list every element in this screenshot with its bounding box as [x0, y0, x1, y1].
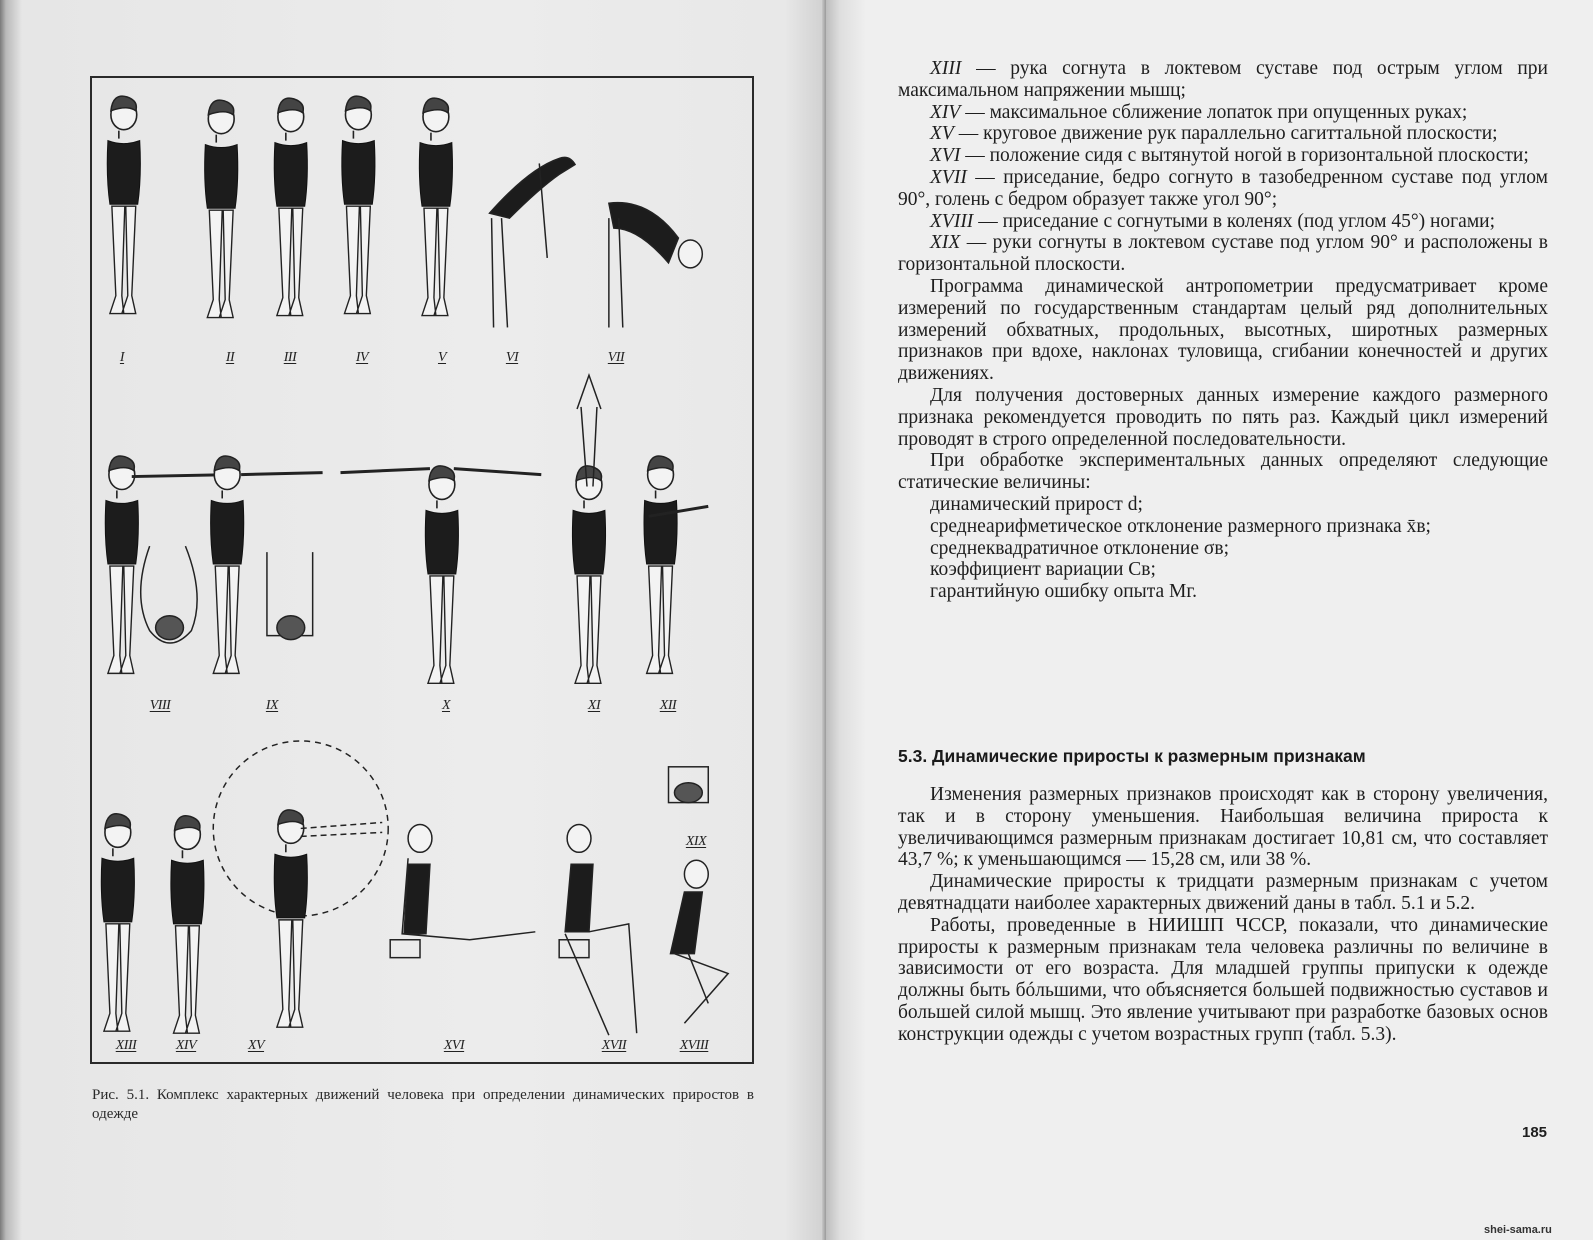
- list-item: [898, 232, 1548, 276]
- figure-numeral: XVI: [443, 1038, 465, 1053]
- paragraph: Программа динамической антропометрии предусматривает кроме измерений по государственным стандартам целый ряд дополнительных измерений обхватных, продольных, высотных, широтных размерных признаков при вдохе, наклонах туловища, сгибании конечностей и других движениях.: [898, 275, 1548, 385]
- item-text: — положение сидя с вытянутой ногой в горизонтальной плоскости;: [960, 145, 1529, 167]
- movement-figures-illustration: [92, 78, 752, 1062]
- figure-numeral: IV: [355, 350, 369, 365]
- figure-numeral: VI: [505, 350, 519, 365]
- item-text: — приседание, бедро согнуто в тазобедренном суставе под углом 90°, голень с бедром образует также угол 90°;: [898, 166, 1548, 210]
- paragraph: При обработке экспериментальных данных определяют следующие статические величины:: [898, 450, 1548, 494]
- watermark: shei-sama.ru: [1484, 1224, 1552, 1236]
- figure-numeral: VIII: [149, 698, 171, 713]
- figure-numeral: XVII: [601, 1038, 627, 1053]
- figure-numeral: X: [441, 698, 451, 713]
- figure-numeral: VII: [607, 350, 625, 365]
- figure-numeral: V: [437, 350, 447, 365]
- statistic-item: гарантийную ошибку опыта Mг.: [930, 581, 1198, 603]
- item-text: — руки согнуты в локтевом суставе под углом 90° и расположены в горизонтальной плоскости.: [898, 232, 1548, 276]
- figure-numeral: I: [119, 350, 125, 365]
- roman-numeral: XVI: [930, 145, 961, 167]
- figure-numeral: II: [225, 350, 235, 365]
- roman-numeral: XV: [930, 123, 954, 145]
- item-text: — рука согнута в локтевом суставе под острым углом при максимальном напряжении мышц;: [898, 58, 1548, 101]
- list-item: [898, 211, 1548, 233]
- figure-numeral: XIX: [685, 834, 707, 849]
- paragraph: Для получения достоверных данных измерение каждого размерного признака рекомендуется проводить по пять раз. Каждый цикл измерений проводят в строго определенной последовательности.: [898, 384, 1548, 450]
- figure-frame: [90, 76, 754, 1064]
- paragraph: Динамические приросты к тридцати размерным признакам с учетом девятнадцати наиболее характерных движений даны в табл. 5.1 и 5.2.: [898, 871, 1548, 914]
- figure-numeral: XIII: [115, 1038, 137, 1053]
- paragraph: Изменения размерных признаков происходят как в сторону увеличения, так и в сторону уменьшения. Наибольшая величина прироста к увеличивающимся размерным признакам достигает 10,81 см, что составляет 43,7 %; к уменьшающимся — 15,28 см, или 38 %.: [898, 784, 1548, 871]
- figure-numeral: III: [283, 350, 297, 365]
- roman-numeral: XIV: [930, 101, 961, 123]
- figure-numeral: XV: [247, 1038, 265, 1053]
- text-block-1: [898, 58, 1548, 603]
- list-item: [898, 167, 1548, 211]
- figure-numeral: XII: [659, 698, 677, 713]
- statistic-item: коэффициент вариации Cв;: [930, 559, 1156, 581]
- list-item: [898, 102, 1548, 124]
- item-text: — максимальное сближение лопаток при опущенных руках;: [960, 101, 1468, 123]
- roman-numeral: XVII: [930, 166, 967, 188]
- statistic-item: среднеарифметическое отклонение размерного признака x̄в;: [930, 515, 1431, 537]
- item-text: — круговое движение рук параллельно сагиттальной плоскости;: [953, 123, 1498, 145]
- statistic-item: среднеквадратичное отклонение σв;: [930, 537, 1230, 559]
- figure-numeral: XIV: [175, 1038, 197, 1053]
- list-item: [898, 58, 1548, 102]
- figure-numeral: XVIII: [679, 1038, 709, 1053]
- figure-caption: Рис. 5.1. Комплекс характерных движений человека при определении динамических приростов в одежде: [92, 1087, 754, 1122]
- list-item: [898, 145, 1548, 167]
- roman-numeral: XIII: [930, 58, 962, 79]
- text-block-2: [898, 784, 1548, 1046]
- list-item: [898, 123, 1548, 145]
- paragraph: Работы, проведенные в НИИШП ЧССР, показали, что динамические приросты к размерным признакам тела человека различны по величине в зависимости от его возраста. Для младшей группы припуски к одежде должны быть бóльшими, что объясняется большей подвижностью суставов и большей силой мышц. Это явление учитывают при разработке базовых основ конструкции одежды с учетом возрастных групп (табл. 5.3).: [898, 914, 1548, 1045]
- page-number: 185: [1522, 1124, 1548, 1141]
- figure-numeral: IX: [265, 698, 279, 713]
- section-heading: 5.3. Динамические приросты к размерным признакам: [898, 746, 1366, 766]
- roman-numeral: XVIII: [930, 210, 974, 232]
- statistic-item: динамический прирост d;: [930, 493, 1143, 515]
- item-text: — приседание с согнутыми в коленях (под углом 45°) ногами;: [973, 210, 1496, 232]
- roman-numeral: XIX: [930, 232, 961, 254]
- figure-numeral: XI: [587, 698, 601, 713]
